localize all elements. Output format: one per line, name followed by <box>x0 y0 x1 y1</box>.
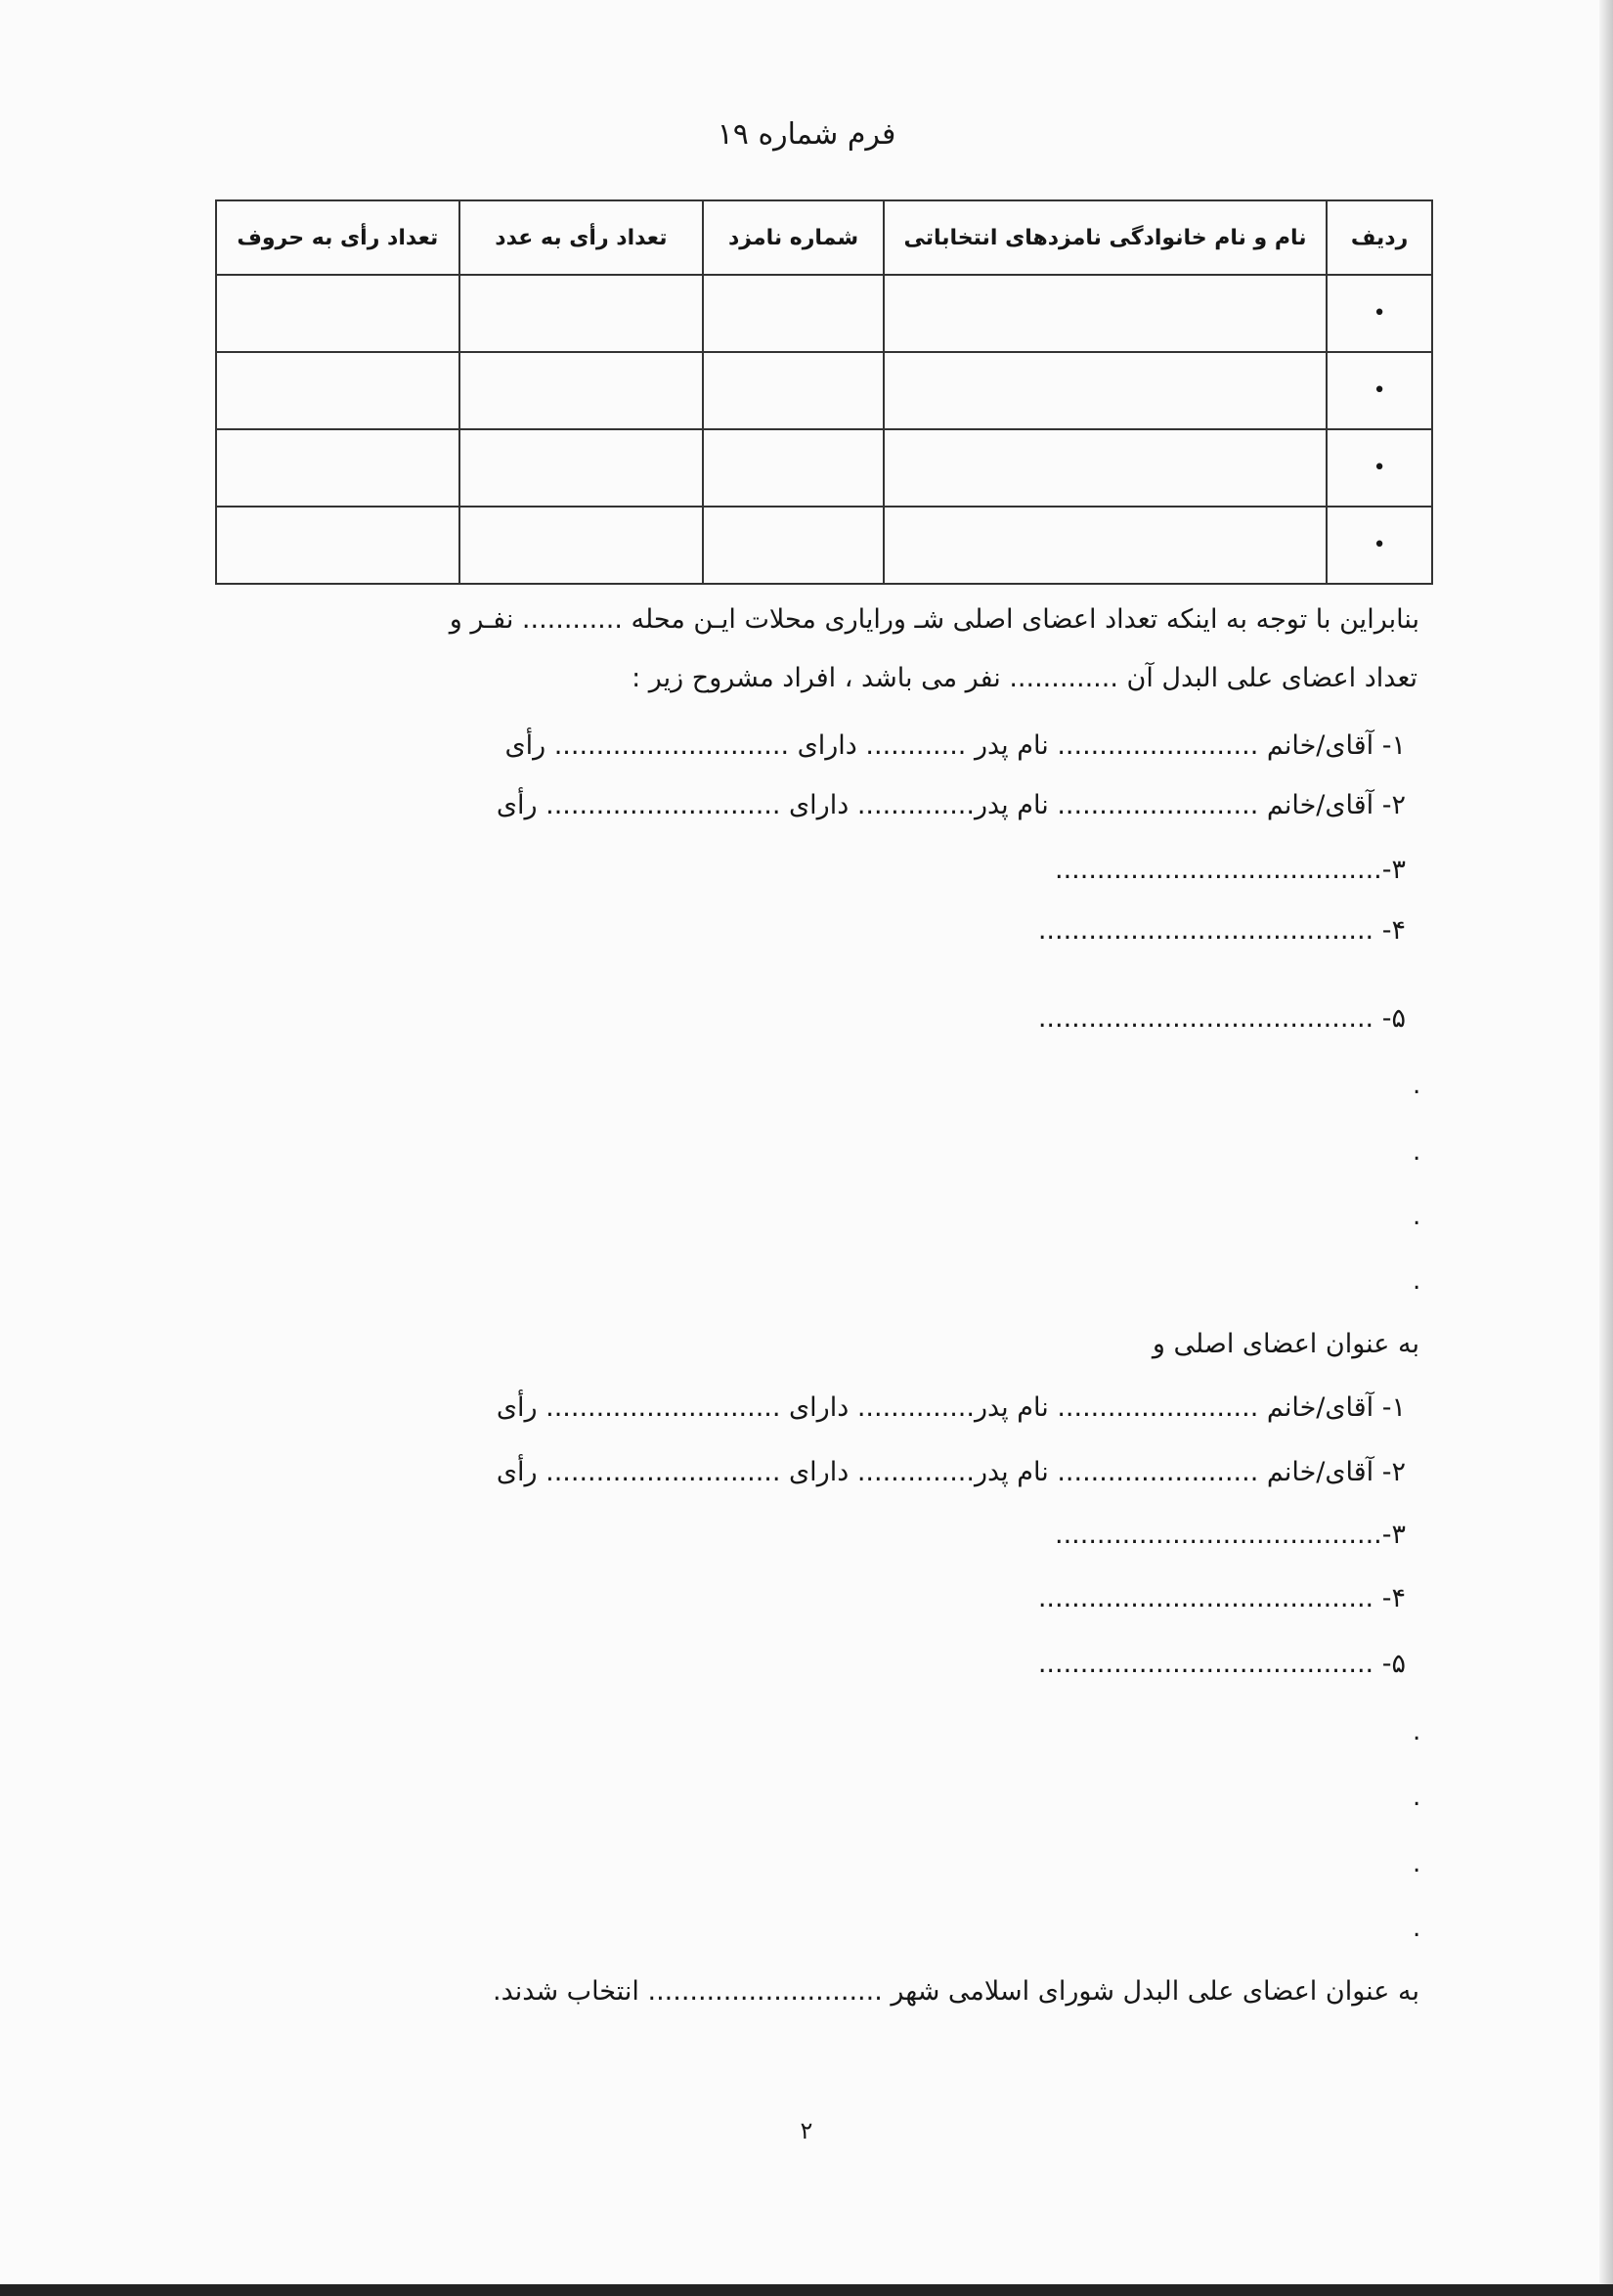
alternate-member-line-5: ۵- ........................................ <box>1037 1649 1406 1679</box>
closing-statement: به عنوان اعضای علی البدل شورای اسلامی شهر ............................ انتخاب شدند. <box>493 1976 1419 2007</box>
cell-name[interactable] <box>884 429 1327 507</box>
cell-row-number: • <box>1327 275 1432 352</box>
main-member-line-5: ۵- ........................................ <box>1037 1003 1406 1034</box>
continuation-dot: . <box>1413 1914 1421 1943</box>
cell-votes-number[interactable] <box>459 275 704 352</box>
continuation-dot: . <box>1413 1717 1421 1746</box>
cell-votes-words[interactable] <box>216 352 459 429</box>
continuation-dot: . <box>1413 1266 1421 1296</box>
main-member-line-1: ۱- آقای/خانم ........................ نام پدر ............ دارای ............................ رأی <box>504 730 1406 761</box>
cell-votes-number[interactable] <box>459 429 704 507</box>
table-row <box>216 429 1432 507</box>
cell-row-number: • <box>1327 352 1432 429</box>
continuation-dot: . <box>1413 1849 1421 1878</box>
cell-votes-number[interactable] <box>459 507 704 584</box>
alternate-member-line-4: ۴- ........................................ <box>1037 1583 1406 1613</box>
cell-row-number: • <box>1327 507 1432 584</box>
table-header-row <box>216 200 1432 275</box>
scan-edge-bottom <box>0 2284 1613 2296</box>
cell-row-number: • <box>1327 429 1432 507</box>
cell-number[interactable] <box>703 429 884 507</box>
paragraph-main-members: بنابراین با توجه به اینکه تعداد اعضای اصلی شـ ورایاری محلات ایـن محله ............ نفـر و <box>449 604 1419 635</box>
table-row <box>216 507 1432 584</box>
main-members-heading: به عنوان اعضای اصلی و <box>1152 1329 1419 1359</box>
scan-edge-right <box>1599 0 1613 2296</box>
header-row-number: ردیف <box>1327 200 1432 275</box>
cell-name[interactable] <box>884 275 1327 352</box>
alternate-member-line-3: ۳-....................................... <box>1055 1520 1406 1550</box>
cell-number[interactable] <box>703 507 884 584</box>
continuation-dot: . <box>1413 1071 1421 1100</box>
cell-votes-words[interactable] <box>216 275 459 352</box>
header-votes-number: تعداد رأی به عدد <box>459 200 704 275</box>
cell-name[interactable] <box>884 352 1327 429</box>
table-row <box>216 352 1432 429</box>
continuation-dot: . <box>1413 1202 1421 1231</box>
cell-votes-words[interactable] <box>216 507 459 584</box>
table-row <box>216 275 1432 352</box>
candidates-table <box>215 199 1433 585</box>
cell-votes-number[interactable] <box>459 352 704 429</box>
page-number: ۲ <box>800 2117 813 2144</box>
continuation-dot: . <box>1413 1137 1421 1167</box>
header-votes-words: تعداد رأی به حروف <box>216 200 459 275</box>
form-title: فرم شماره ۱۹ <box>717 117 896 152</box>
cell-votes-words[interactable] <box>216 429 459 507</box>
header-candidate-name: نام و نام خانوادگی نامزدهای انتخاباتی <box>884 200 1327 275</box>
cell-name[interactable] <box>884 507 1327 584</box>
continuation-dot: . <box>1413 1783 1421 1812</box>
main-member-line-3: ۳-....................................... <box>1055 855 1406 885</box>
cell-number[interactable] <box>703 352 884 429</box>
main-member-line-4: ۴- ........................................ <box>1037 915 1406 946</box>
alternate-member-line-1: ۱- آقای/خانم ........................ نام پدر.............. دارای ............................ رأی <box>496 1392 1406 1423</box>
cell-number[interactable] <box>703 275 884 352</box>
main-member-line-2: ۲- آقای/خانم ........................ نام پدر.............. دارای ............................ رأی <box>496 790 1406 820</box>
alternate-member-line-2: ۲- آقای/خانم ........................ نام پدر.............. دارای ............................ رأی <box>496 1457 1406 1487</box>
header-candidate-number: شماره نامزد <box>703 200 884 275</box>
paragraph-alternate-members: تعداد اعضای علی البدل آن ............. نفر می باشد ، افراد مشروح زیر : <box>632 663 1417 693</box>
